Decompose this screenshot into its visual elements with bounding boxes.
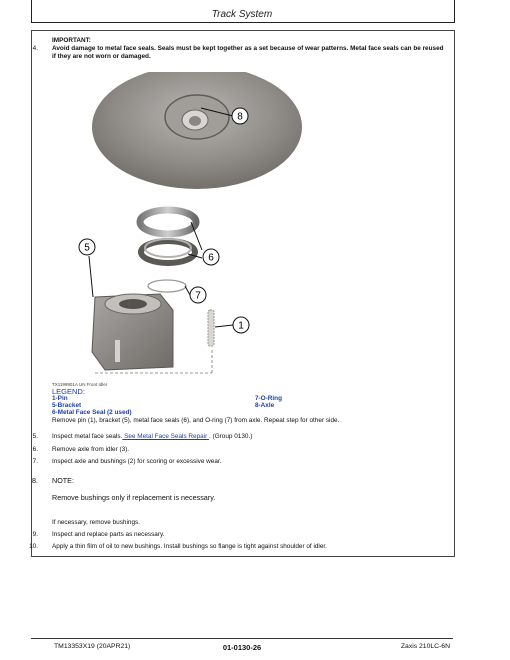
important-label: IMPORTANT: xyxy=(52,37,91,44)
svg-text:1: 1 xyxy=(238,320,244,332)
step-5-number: 5. xyxy=(32,433,38,440)
callout-5 xyxy=(79,239,95,255)
footer-doc-id: TM13353X19 (20APR21) xyxy=(54,643,131,650)
step-5-before: Inspect metal face seals. xyxy=(52,433,123,440)
legend-item-metal-face-seal: 6-Metal Face Seal (2 used) xyxy=(52,409,132,416)
step-5-text xyxy=(52,433,252,441)
metal-face-seals-repair-link[interactable]: See Metal Face Seals Repair xyxy=(122,433,210,440)
metal-face-seal-lower xyxy=(141,241,195,263)
metal-face-seal-upper xyxy=(140,210,196,234)
figure-caption: TX1199901A UN Front Idler xyxy=(52,382,108,387)
note-text: Remove bushings only if replacement is necessary. xyxy=(52,493,216,502)
step-9-number: 9. xyxy=(32,531,38,538)
step-10-number: 10. xyxy=(29,543,38,550)
o-ring-shape xyxy=(148,280,186,292)
svg-text:7: 7 xyxy=(195,290,201,302)
legend-item-o-ring: 7-O-Ring xyxy=(255,395,282,402)
step-5-after: . (Group 0130.) xyxy=(209,433,253,440)
step-4-text: Avoid damage to metal face seals. Seals must be kept together as a set because of wear patterns. Metal face seals can be reused if they are not worn or damaged. xyxy=(52,45,444,60)
step-9-text: Inspect and replace parts as necessary. xyxy=(52,531,165,538)
step-10-text: Apply a thin film of oil to new bushings. Install bushings so flange is tight against shoulder of idler. xyxy=(52,543,327,550)
step-8-number: 8. xyxy=(32,476,38,485)
legend-title: LEGEND: xyxy=(52,387,85,396)
svg-text:6: 6 xyxy=(208,252,214,264)
callout-1 xyxy=(233,317,249,333)
callout-8 xyxy=(232,108,248,124)
if-necessary-text: If necessary, remove bushings. xyxy=(52,519,140,526)
page-header-title: Track System xyxy=(211,9,273,20)
step-6-text: Remove axle from idler (3). xyxy=(52,446,130,453)
legend-item-pin: 1-Pin xyxy=(52,395,68,402)
step-7-number: 7. xyxy=(32,458,38,465)
remove-instruction: Remove pin (1), bracket (5), metal face seals (6), and O-ring (7) from axle. Repeat step for other side. xyxy=(52,417,340,424)
pin-shape xyxy=(208,310,214,346)
footer-divider xyxy=(31,638,453,639)
front-idler-figure xyxy=(45,72,305,382)
step-6-number: 6. xyxy=(32,446,38,453)
footer-page-number: 01-0130-26 xyxy=(222,643,262,652)
step-4-number: 4. xyxy=(32,45,38,52)
callout-6 xyxy=(203,249,219,265)
step-7-text: Inspect axle and bushings (2) for scoring or excessive wear. xyxy=(52,458,222,465)
step-8-note-label: NOTE: xyxy=(52,476,74,485)
svg-text:8: 8 xyxy=(237,111,243,123)
bracket-shape xyxy=(92,294,173,370)
legend-item-bracket: 5-Bracket xyxy=(52,402,82,409)
svg-text:5: 5 xyxy=(84,242,90,254)
footer-model: Zaxis 210LC-6N xyxy=(400,643,450,650)
legend-item-axle: 8-Axle xyxy=(255,402,275,409)
callout-7 xyxy=(190,287,206,303)
